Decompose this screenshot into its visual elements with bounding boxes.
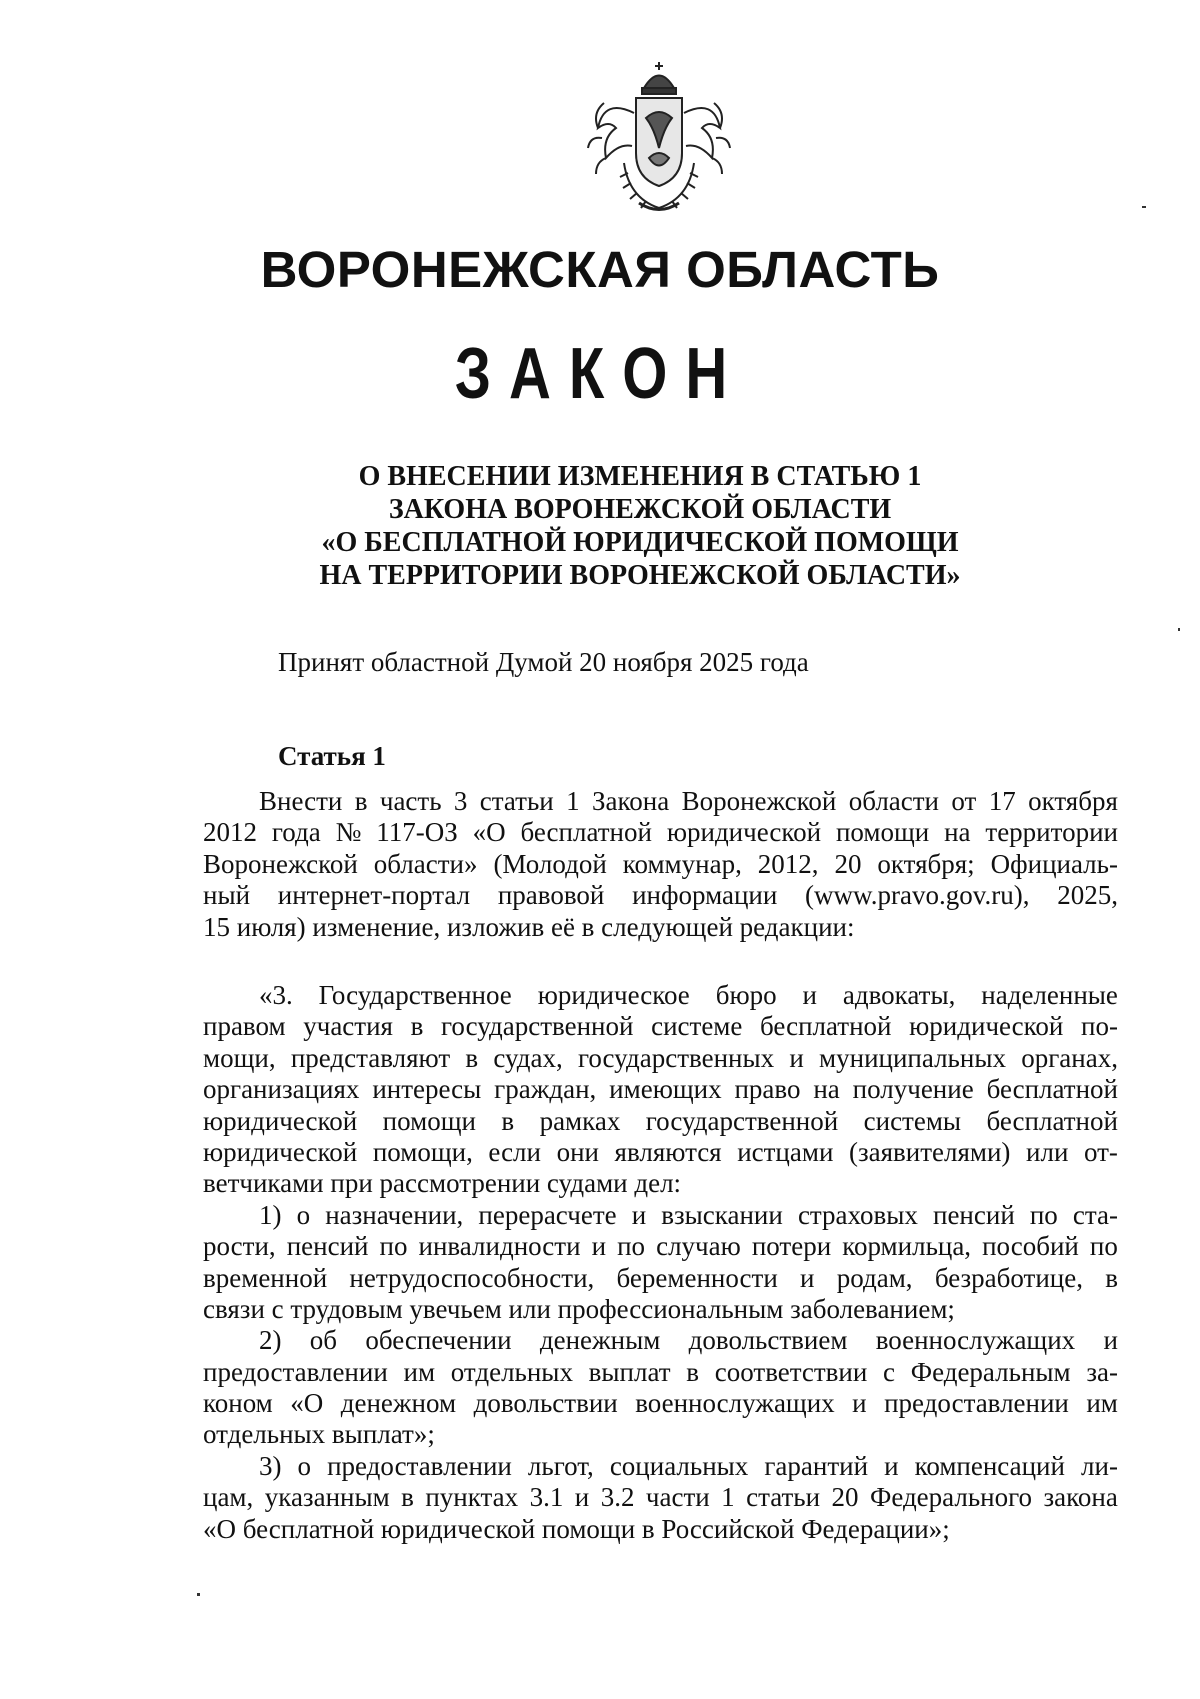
word: выплат [588, 1356, 671, 1387]
word: о [296, 1199, 311, 1230]
word: если [488, 1136, 541, 1167]
word: с [883, 1356, 896, 1387]
word: (Молодой [493, 848, 607, 879]
word: рости, [203, 1231, 276, 1262]
word: и [574, 1482, 590, 1513]
word: 3.2 [600, 1482, 635, 1513]
word: по [1089, 1231, 1118, 1262]
word: Официаль- [990, 848, 1118, 879]
text-line [203, 1419, 1118, 1450]
text-line [203, 1482, 1118, 1513]
scan-speck [1142, 206, 1146, 208]
word: имеющих [609, 1074, 722, 1105]
word: им [1086, 1388, 1118, 1419]
word: системы [863, 1105, 962, 1136]
word: Воронежской [203, 848, 358, 879]
word: наделенные [981, 980, 1118, 1010]
word: правовой [497, 880, 605, 911]
scan-speck [197, 1593, 200, 1596]
word: Воронежской [681, 786, 837, 816]
word: бюро [715, 980, 777, 1010]
text-line [203, 786, 1118, 817]
text-line [203, 1200, 1118, 1231]
word: и [631, 1199, 647, 1230]
word: гарантий [764, 1450, 869, 1481]
word: государственных [577, 1042, 775, 1073]
word: ный [203, 880, 251, 911]
word: юридической [666, 817, 822, 848]
word: пособий [982, 1231, 1079, 1262]
word: года [271, 817, 321, 848]
word: 1 [721, 1482, 735, 1513]
word: 3 [453, 786, 468, 816]
adoption-date: Принят областной Думой 20 ноября 2025 года [278, 647, 809, 677]
word: в [401, 1482, 414, 1513]
word: случаю [656, 1231, 741, 1262]
word: ли- [1081, 1450, 1118, 1481]
word: статьи [479, 786, 554, 816]
word: являются [614, 1136, 722, 1167]
word: и [884, 1450, 899, 1481]
word: Внести [259, 786, 343, 816]
word: страховых [797, 1199, 918, 1230]
word: пунктах [425, 1482, 519, 1513]
word: часть [379, 786, 442, 816]
text-line [203, 1514, 1118, 1545]
word: пенсий [286, 1231, 369, 1262]
law-title-line: ЗАКОНА ВОРОНЕЖСКОЙ ОБЛАСТИ [388, 494, 892, 525]
word: пенсий [933, 1199, 1015, 1230]
word: коном [203, 1388, 273, 1419]
word: льгот, [527, 1450, 594, 1481]
word: отдельных [450, 1356, 573, 1387]
word: потери [751, 1231, 832, 1262]
word: участия [303, 1011, 393, 1042]
word: Федеральным [910, 1356, 1071, 1387]
word: организациях [203, 1074, 360, 1105]
word: и [802, 980, 817, 1010]
word: интересы [372, 1074, 482, 1105]
word: 2012, [757, 848, 819, 879]
word: по [379, 1231, 408, 1262]
word: кормильца, [842, 1231, 972, 1262]
text-line [203, 1137, 1118, 1168]
word: 1) [259, 1199, 282, 1230]
word: и [1103, 1325, 1118, 1356]
quoted-amendment-text [203, 980, 1118, 1545]
word: в [354, 786, 368, 816]
word: довольствием [688, 1325, 848, 1356]
text-line [203, 1011, 1118, 1042]
word: бесплатной [520, 817, 652, 848]
word: денежном [340, 1388, 457, 1419]
word: юридической [203, 1136, 358, 1167]
word: «3. [259, 980, 293, 1010]
word: довольствии [473, 1388, 618, 1419]
word: перерасчете [478, 1199, 617, 1230]
word: и [789, 1042, 804, 1073]
word: беременности [616, 1262, 778, 1293]
word: системе [651, 1011, 743, 1042]
word: родам, [836, 1262, 913, 1293]
word: территории [985, 817, 1118, 848]
word: на [944, 817, 971, 848]
word: и [852, 1388, 867, 1419]
word: взыскании [661, 1199, 783, 1230]
word: информации [632, 880, 778, 911]
word: Закона [592, 786, 670, 816]
word: и [800, 1262, 815, 1293]
word: коммунар, [622, 848, 742, 879]
word: рамках [539, 1105, 621, 1136]
article-heading: Статья 1 [278, 741, 386, 771]
word: 117-ОЗ [376, 817, 458, 848]
text-line [203, 1357, 1118, 1388]
document-type: ЗАКОН [454, 332, 746, 415]
word: 1 [566, 786, 580, 816]
law-title [280, 460, 1000, 592]
word: по- [1081, 1011, 1118, 1042]
text-line [203, 1106, 1118, 1137]
word: цам, [203, 1482, 254, 1513]
text-line [203, 1168, 1118, 1199]
article-paragraph [203, 786, 1118, 943]
word: по [617, 1231, 646, 1262]
text-line-content: ветчиками при рассмотрении судами дел: [203, 1168, 682, 1199]
word: «О [290, 1388, 324, 1419]
word: военнослужащих [635, 1388, 835, 1419]
word: безработице, [934, 1262, 1083, 1293]
region-name: ВОРОНЕЖСКАЯ ОБЛАСТЬ [260, 241, 940, 298]
scan-speck [1178, 628, 1180, 631]
word: (заявителями) [848, 1136, 1011, 1167]
word: юридическое [537, 980, 690, 1010]
word: о [297, 1450, 312, 1481]
word: юридической [203, 1105, 358, 1136]
word: интернет-портал [277, 880, 471, 911]
word: указанным [264, 1482, 390, 1513]
word: октября; [877, 848, 975, 879]
word: инвалидности [418, 1231, 581, 1262]
word: социальных [609, 1450, 749, 1481]
text-line-content: 15 июля) изменение, изложив её в следующей редакции: [203, 911, 855, 942]
text-line [203, 817, 1118, 848]
word: им [403, 1356, 436, 1387]
text-line [203, 1388, 1118, 1419]
word: от [951, 786, 977, 816]
word: предоставлении [203, 1356, 388, 1387]
word: граждан, [494, 1074, 597, 1105]
word: 2012 [203, 817, 257, 848]
word: № [335, 817, 362, 848]
word: компенсаций [914, 1450, 1065, 1481]
word: помощи [835, 817, 930, 848]
word: за- [1086, 1356, 1118, 1387]
word: назначении, [325, 1199, 464, 1230]
word: предоставлении [884, 1388, 1069, 1419]
word: в [410, 1011, 424, 1042]
word: в [501, 1105, 515, 1136]
law-title-line: НА ТЕРРИТОРИИ ВОРОНЕЖСКОЙ ОБЛАСТИ» [319, 560, 961, 591]
text-line [203, 880, 1118, 911]
word: они [556, 1136, 599, 1167]
word: Государственное [318, 980, 512, 1010]
text-line [203, 1074, 1118, 1105]
word: на [813, 1074, 840, 1105]
text-line [203, 980, 1118, 1011]
word: адвокаты, [842, 980, 956, 1010]
word: бесплатной [986, 1074, 1118, 1105]
law-title-line: О ВНЕСЕНИИ ИЗМЕНЕНИЯ В СТАТЬЮ 1 [358, 461, 922, 492]
word: муниципальных [819, 1042, 1006, 1073]
word: 2) [259, 1325, 282, 1356]
word: соответствии [714, 1356, 868, 1387]
word: юридической [909, 1011, 1064, 1042]
word: бесплатной [986, 1105, 1118, 1136]
text-line [203, 1325, 1118, 1356]
word: или [1026, 1136, 1069, 1167]
word: 20 [834, 848, 862, 879]
word: представляют [290, 1042, 451, 1073]
text-line [203, 1263, 1118, 1294]
coat-of-arms-emblem [584, 58, 734, 218]
word: части [645, 1482, 710, 1513]
text-line [203, 912, 1118, 943]
word: об [309, 1325, 338, 1356]
word: предоставлении [327, 1450, 512, 1481]
word: 20 [831, 1482, 859, 1513]
law-title-line: «О БЕСПЛАТНОЙ ЮРИДИЧЕСКОЙ ПОМОЩИ [321, 527, 959, 558]
word: по [1029, 1199, 1058, 1230]
word: нетрудоспособности, [349, 1262, 595, 1293]
word: в [686, 1356, 700, 1387]
word: временной [203, 1262, 328, 1293]
text-line [203, 1043, 1118, 1074]
word: ста- [1072, 1199, 1118, 1230]
word: помощи [382, 1105, 476, 1136]
word: государственной [441, 1011, 634, 1042]
word: правом [203, 1011, 286, 1042]
text-line-content: отдельных выплат»; [203, 1419, 435, 1450]
word: и [591, 1231, 607, 1262]
word: закона [1043, 1482, 1118, 1513]
word: в [465, 1042, 479, 1073]
word: 3) [259, 1450, 282, 1481]
word: 3.1 [529, 1482, 564, 1513]
word: «О [472, 817, 506, 848]
word: судах, [493, 1042, 563, 1073]
word: области [848, 786, 940, 816]
word: 2025, [1057, 880, 1118, 911]
word: органах, [1021, 1042, 1118, 1073]
word: октября [1028, 786, 1118, 816]
word: бесплатной [760, 1011, 892, 1042]
word: обеспечении [365, 1325, 512, 1356]
word: области» [373, 848, 478, 879]
text-line [203, 1451, 1118, 1482]
word: государственной [645, 1105, 839, 1136]
word: Федерального [869, 1482, 1033, 1513]
word: получение [852, 1074, 974, 1105]
word: денежным [539, 1325, 661, 1356]
word: в [1105, 1262, 1118, 1293]
text-line-content: «О бесплатной юридической помощи в Российской Федерации»; [203, 1513, 950, 1544]
word: помощи, [372, 1136, 473, 1167]
word: 17 [988, 786, 1016, 816]
text-line [203, 1294, 1118, 1325]
word: мощи, [203, 1042, 276, 1073]
word: (www.pravo.gov.ru), [805, 880, 1030, 911]
text-line [203, 849, 1118, 880]
text-line [203, 1231, 1118, 1262]
word: право [734, 1074, 801, 1105]
word: военнослужащих [875, 1325, 1076, 1356]
word: истцами [737, 1136, 834, 1167]
word: от- [1083, 1136, 1118, 1167]
text-line-content: связи с трудовым увечьем или профессиональным заболеванием; [203, 1293, 955, 1324]
word: статьи [746, 1482, 821, 1513]
